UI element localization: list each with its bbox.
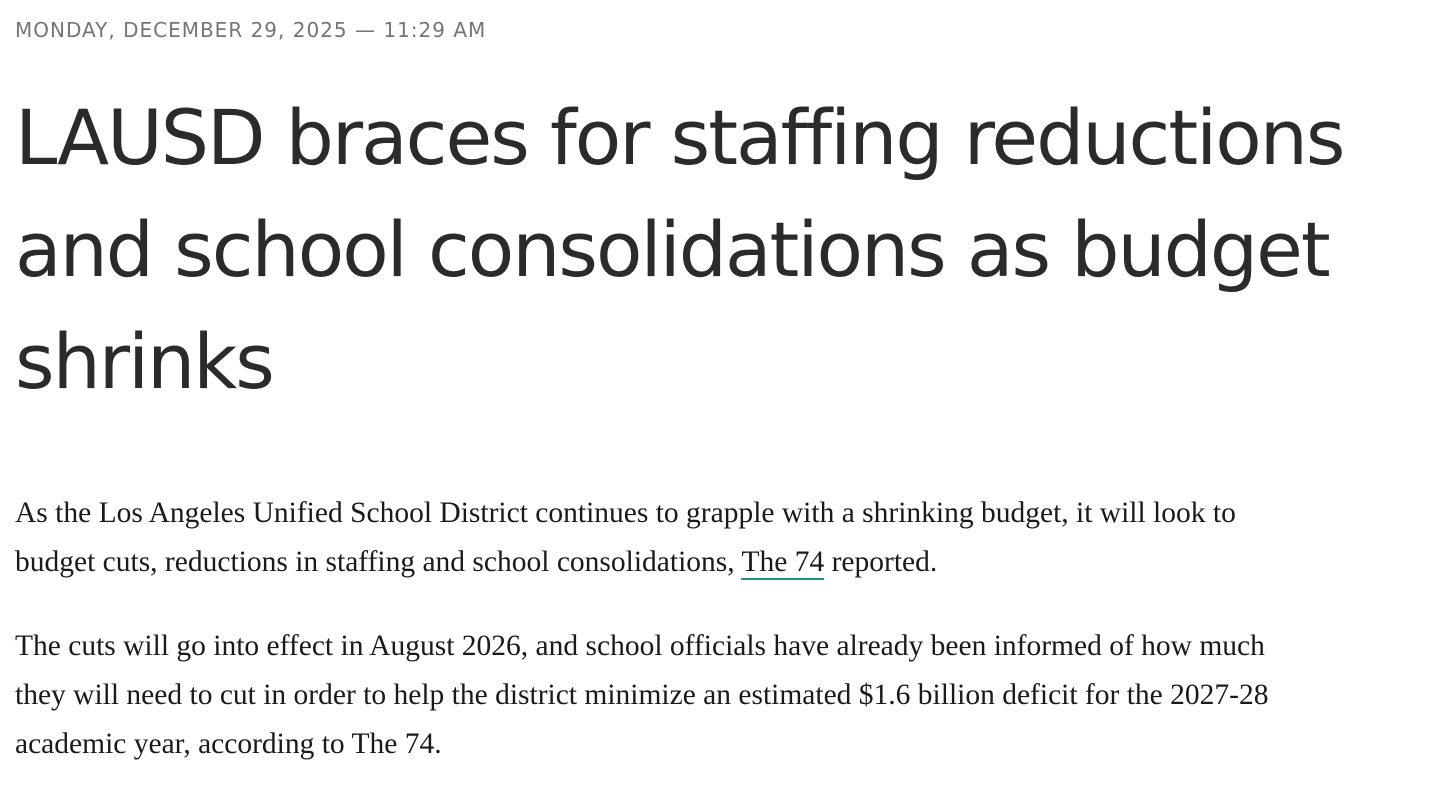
paragraph-1-line-1: As the Los Angeles Unified School District continues to grapple with a shrinking budget, it will look to <box>15 497 1236 529</box>
article-paragraph-2 <box>15 622 1268 769</box>
paragraph-1-line-2 <box>15 538 1236 587</box>
paragraph-2-line-2: they will need to cut in order to help the district minimize an estimated $1.6 billion deficit for the 2027-28 <box>15 679 1269 711</box>
paragraph-2-line-1: The cuts will go into effect in August 2026, and school officials have already been informed of how much <box>15 630 1265 662</box>
paragraph-1-text-after-link: reported. <box>824 546 938 578</box>
article-paragraph-1 <box>15 489 1236 587</box>
article-dateline: MONDAY, DECEMBER 29, 2025 — 11:29 AM <box>15 18 487 42</box>
the-74-link[interactable]: The 74 <box>741 546 825 578</box>
article-headline: LAUSD braces for staffing reductions and school consolidations as budget shrinks <box>15 93 1344 406</box>
paragraph-2-line-3: academic year, according to The 74. <box>15 728 442 760</box>
paragraph-1-text-before-link: budget cuts, reductions in staffing and school consolidations, <box>15 546 742 578</box>
